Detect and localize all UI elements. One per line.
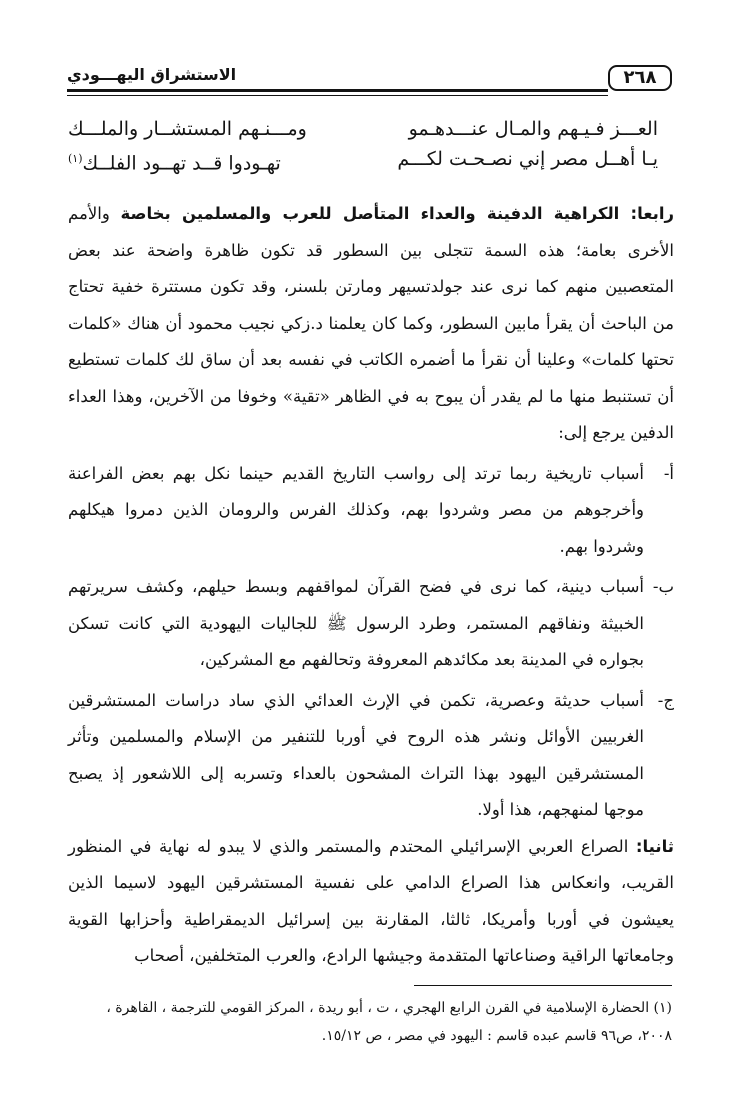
page-number: ٢٦٨ [608,65,672,91]
reason-text: أسباب حديثة وعصرية، تكمن في الإرث العدائي الذي ساد دراسات المستشرقين الغربيين الأوائل ونشر هذه الروح في أوربا للتنفير من الإسلام والمسلمين وتأثر المستشرقين اليهود بهذا التراث المشحون بالعداء وتسربه إلى اللاشعور إذ يصبح موجها لمنهجهم، هذا أولا. [68,690,644,819]
footnote-line: ٢٠٠٨، ص٩٦ قاسم عبده قاسم : اليهود في مصر ، ص ١٥/١٢. [321,1028,672,1044]
reason-historical [68,456,674,566]
poem-verse [68,144,658,174]
poem-second-hemistich [68,144,281,178]
reason-text: أسباب دينية، كما نرى في فضح القرآن لمواقفهم وبسط حيلهم، وكشف سريرتهم الخبيثة ونفاقهم المستمر، وطرد الرسول ﷺ للجاليات اليهودية التي كانت تسكن بجواره في المدينة بعد مكائدهم المعروفة وتحالفهم مع المشركين، [68,577,644,669]
body-text [68,196,674,975]
section-four-heading: رابعا: الكراهية الدفينة والعداء المتأصل للعرب والمسلمين بخاصة [120,204,674,223]
header-rule-thin [67,95,608,96]
reason-text: أسباب تاريخية ربما ترتد إلى رواسب التاريخ القديم حينما نكل بهم بعض الفراعنة وأخرجوهم من مصر وشردوا بهم، وكذلك الفرس والرومان الذين دمروا هيكلهم وشردوا بهم. [68,463,644,556]
header-rule [67,89,608,92]
section-second-paragraph [68,829,674,975]
footnote [68,994,672,1050]
book-title: الاستشراق اليهـــودي [67,65,237,84]
footnote-line: (١) الحضارة الإسلامية في القرن الرابع الهجري ، ت ، أبو ريدة ، المركز القومي للترجمة ، القاهرة ، [106,1000,672,1016]
poem-verse [68,114,658,144]
footnote-reference[interactable]: (١) [68,152,83,165]
section-four-text: والأمم الأخرى بعامة؛ هذه السمة تتجلى بين السطور قد تكون ظاهرة واضحة عند بعض المتعصبين منهم كما نرى عند جولدتسيهر ومارتن بلسنر، وقد تكون مستترة خفية تحتاج من الباحث أن يقرأ مابين السطور، وكما كان يعلمنا د.زكي نجيب محمود أن هناك «كلمات تحتها كلمات» وعلينا أن نقرأ ما أضمره الكاتب في نفسه بعد أن ساق لك كلمات تستطيع أن تستنبط منها ما لم يقدر أن يبوح به في الظاهر «تقية» وخوفا من الآخرين، وهذا العداء الدفين يرجع إلى: [68,204,674,442]
reason-modern [68,683,674,829]
section-second-heading: ثانيا: [635,836,674,856]
list-marker: ج- [657,690,674,710]
list-marker: ب- [652,577,674,596]
section-second-text: الصراع العربي الإسرائيلي المحتدم والمستمر والذي لا يبدو له نهاية في المنظور القريب، وانعكاس هذا الصراع الدامي على نفسية المستشرقين اليهود لاسيما الذين يعيشون في أوربا وأمريكا، ثالثا، المقارنة بين إسرائيل الديمقراطية وأحزابها القوية وجامعاتها الراقية وصناعاتها المتقدمة وجيشها الرادع، والعرب المتخلفين، أصحاب [68,836,674,965]
poem-hemistich-text: تهـودوا قــد تهــود الفلــك [82,152,281,175]
poem [68,114,658,174]
list-marker: أ- [663,463,674,483]
poem-first-hemistich: العـــز فـيـهم والمـال عنـــدهـمو [408,118,658,140]
reason-religious [68,569,674,679]
poem-second-hemistich: ومـــنـهم المستشــار والملـــك [68,118,307,140]
footnote-separator [414,985,672,986]
poem-first-hemistich: يـا أهــل مصر إني نصـحـت لكـــم [397,148,658,170]
section-four-paragraph [68,196,674,452]
running-header [67,62,672,96]
